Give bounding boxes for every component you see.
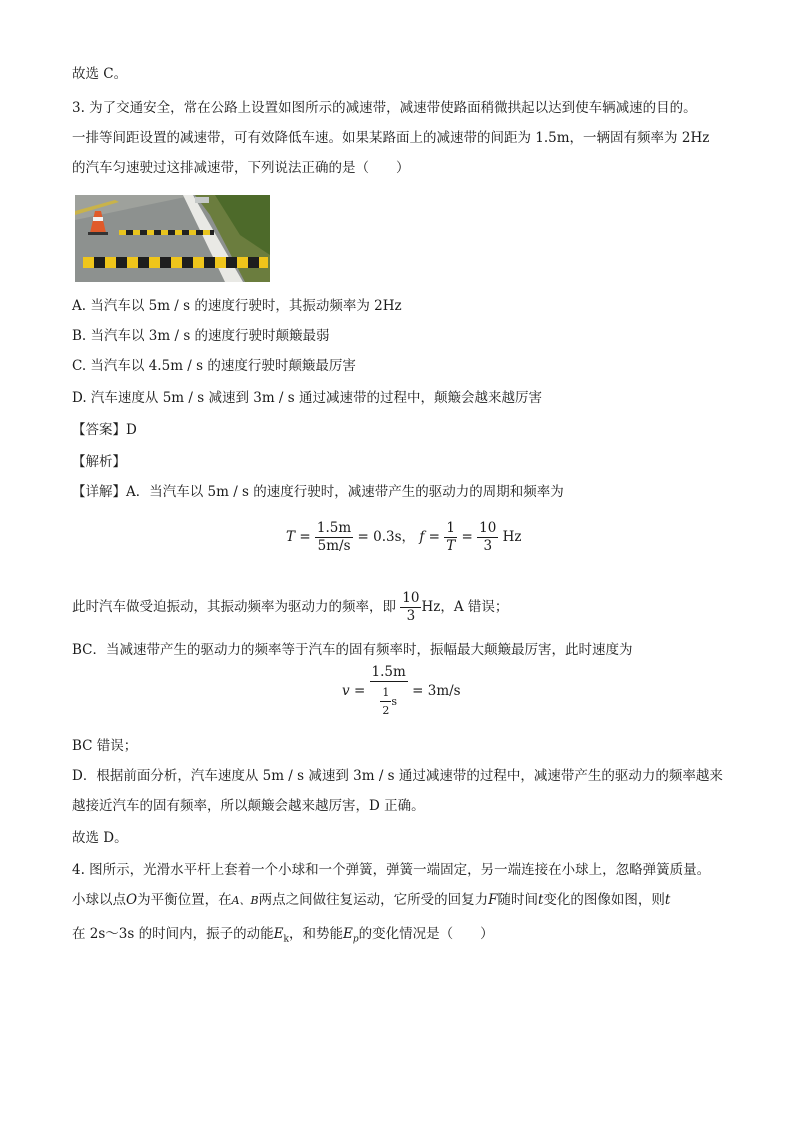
fraction-speed: 1.5m $\frac{1}{2}$ s [371,664,406,717]
question-3-line-3: 的汽车匀速驶过这排减速带，下列说法正确的是（ ） [72,160,410,176]
option-c: C. 当汽车以 4.5m / s 的速度行驶时颠簸最厉害 [72,358,356,374]
question-3-line-1: 3. 为了交通安全，常在公路上设置如图所示的减速带，减速带使路面稍微拱起以达到使车辆减速的目的。 [72,100,697,116]
detail-a: 【详解】A．当汽车以 5m / s 的速度行驶时，减速带产生的驱动力的周期和频率为 [72,484,564,500]
option-d: D. 汽车速度从 5m / s 减速到 3m / s 通过减速带的过程中，颠簸会越来越厉害 [72,390,542,406]
line-choose-c: 故选 C。 [72,66,128,82]
question-4-line-3: 在 2s～3s 的时间内，振子的动能$E_k$，和势能$E_p$的变化情况是（ ） [72,926,494,945]
d-explanation-2: 越接近汽车的固有频率，所以颠簸会越来越厉害，D 正确。 [72,798,425,814]
formula-period-frequency: T = $\frac{1.5m}{5m/s}$ = 0.3s， f = $\frac{1}{T}$ = $\frac{10}{3}$ Hz [286,520,522,554]
choose-d: 故选 D。 [72,830,128,846]
fraction-distance-speed: $\frac{1.5m}{5m/s}$ [316,520,352,554]
fraction-one-over-t: $\frac{1}{T}$ [446,520,456,554]
speed-bump-photo [75,195,270,282]
analysis-label: 【解析】 [72,454,126,470]
bc-explanation: BC．当减速带产生的驱动力的频率等于汽车的固有频率时，振幅最大颠簸最厉害，此时速度为 [72,642,633,658]
question-3-line-2: 一排等间距设置的减速带，可有效降低车速。如果某路面上的减速带的间距为 1.5m，一辆固有频率为 2Hz [72,130,710,146]
option-b: B. 当汽车以 3m / s 的速度行驶时颠簸最弱 [72,328,330,344]
inline-fraction-ten-thirds: $\frac{10}{3}$ [402,590,420,624]
option-a: A. 当汽车以 5m / s 的速度行驶时，其振动频率为 2Hz [72,298,402,314]
d-explanation-1: D．根据前面分析，汽车速度从 5m / s 减速到 3m / s 通过减速带的过程中，减速带产生的驱动力的频率越来 [72,768,723,784]
question-4-line-2: 小球以点O为平衡位置，在A、B两点之间做往复运动，它所受的回复力F随时间t变化的图像如图，则t [72,892,671,908]
forced-vibration-line: 此时汽车做受迫振动，其振动频率为驱动力的频率，即 $\frac{10}{3}$ Hz，A 错误； [72,590,509,624]
fraction-ten-thirds: $\frac{10}{3}$ [479,520,497,554]
answer-label: 【答案】D [72,422,137,438]
formula-speed: v = 1.5m $\frac{1}{2}$ s = 3m/s [342,664,461,717]
fraction-half: $\frac{1}{2}$ [382,686,390,717]
bc-wrong: BC 错误； [72,738,138,754]
question-4-line-1: 4. 图所示，光滑水平杆上套着一个小球和一个弹簧，弹簧一端固定，另一端连接在小球上，忽略弹簧质量。 [72,862,711,878]
